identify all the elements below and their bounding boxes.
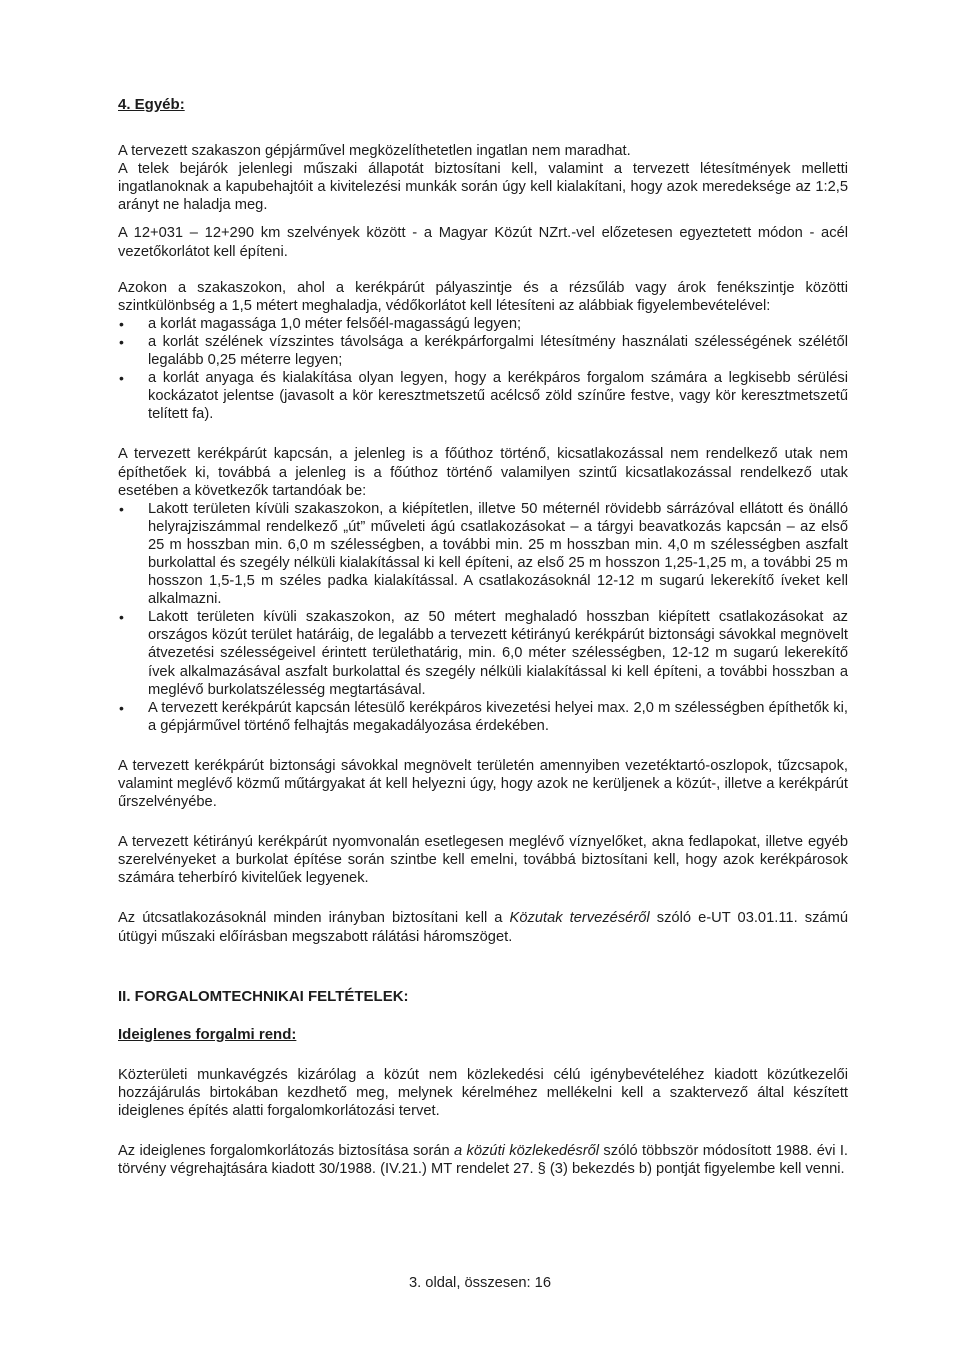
subheading-temporary-traffic: Ideiglenes forgalmi rend: — [118, 1025, 297, 1043]
list-item: • Lakott területen kívüli szakaszokon, a kiépítetlen, illetve 50 méternél rövidebb sárrázóval ellátott és önálló helyrajziszámmal rendelkező „út” műveleti ágú csatlakozásokat – a tárgyi beavatkozás kapcsán – az első 25 m hosszban min. 6,0 m szélességben, a további min. 25 m hosszban min. 4,0 m szélességben aszfalt burkolattal és szegély nélküli kialakítással ki kell építeni, az első 25 m hosszon 1,25-1,25 m, a további 25 m hosszon 1,5-1,5 m széles padka kialakítással. A csatlakozásoknál 12-12 m sugarú lekerekítő íveket kell alkalmazni. — [118, 500, 848, 609]
paragraph-access: A tervezett szakaszon gépjárművel megközelíthetetlen ingatlan nem maradhat. — [118, 143, 631, 160]
paragraph-connections-intro: A tervezett kerékpárút kapcsán, a jelenleg is a főúthoz történő, kicsatlakozással nem rendelkező utak nem építhetőek ki, továbbá a jelenleg is a főúthoz történő valamilyen szintű kicsatlakozással rendelkező utak esetében a következők tartandóak be: — [118, 446, 848, 499]
paragraph-guardrail-conditions: Azokon a szakaszokon, ahol a kerékpárút pályaszintje és a rézsűláb vagy árok fenékszintje közötti szintkülönbség a 1,5 métert meghaladja, védőkorlátot kell létesíteni az alábbiak figyelembevételével: — [118, 279, 848, 314]
page-footer: 3. oldal, összesen: 16 — [408, 1275, 552, 1291]
list-item: • A tervezett kerékpárút kapcsán létesülő kerékpáros kivezetési helyei max. 2,0 m szélességben építhetők ki, a gépjárművel történő felhajtás megakadályozása érdekében. — [118, 699, 848, 735]
list-item: • a korlát anyaga és kialakítása olyan legyen, hogy a kerékpáros forgalom számára a legkisebb sérülési kockázatot jelentse (javasolt a kör keresztmetszetű acélcső zöld színűre festve, vagy kör keresztmetszetű telített fa). — [118, 369, 848, 423]
paragraph-guardrail-section: A 12+031 – 12+290 km szelvények között - a Magyar Közút NZrt.-vel előzetesen egyeztetett módon - acél vezetőkorlátot kell építeni. — [118, 225, 848, 260]
law-title: a közúti közlekedésről — [454, 1143, 600, 1160]
paragraph-temporary-restrictions: Az ideiglenes forgalomkorlátozás biztosítása során a közúti közlekedésről szóló többször módosított 1988. évi I. törvény végrehajtására kiadott 30/1988. (IV.21.) MT rendelet 27. § (3) bekezdés b) pontját figyelembe kell venni. — [118, 1143, 848, 1178]
list-item: • a korlát szélének vízszintes távolsága a kerékpárforgalmi létesítmény használati szélességének szélétől legalább 0,25 méterre legyen; — [118, 333, 848, 369]
section-heading-traffic: II. FORGALOMTECHNIKAI FELTÉTELEK: — [118, 987, 409, 1005]
paragraph-utilities-relocation: A tervezett kerékpárút biztonsági sávokkal megnövelt területén amennyiben vezetéktartó-oszlopok, tűzcsapok, valamint meglévő közmű műtárgyakat át kell helyezni úgy, hogy azok ne kerüljenek a közút-, illetve a kerékpárút űrszelvényébe. — [118, 757, 848, 811]
paragraph-road-works-permit: Közterületi munkavégzés kizárólag a közút nem közlekedési célú igénybevételéhez kiadott közútkezelői hozzájárulás birtokában kezdhető meg, melynek kérelméhez mellékelni kell a szaktervező által készített ideiglenes építés alatti forgalomkorlátozási tervet. — [118, 1066, 848, 1120]
guardrail-requirements-list — [118, 315, 848, 424]
list-item: • Lakott területen kívüli szakaszokon, az 50 métert meghaladó hosszban kiépített csatlakozásokat az országos közút terület határáig, de legalább a tervezett kétirányú kerékpárút biztonsági sávokkal megnövelt átvezetési szélességeivel érintett területhatárig, min. 6,0 méter szélességben, 12-12 m sugarú lekerekítő ívek alkalmazásával aszfalt burkolattal és szegély nélküli kialakítással ki kell építeni, a további hosszban a meglévő burkolatszélesség megtartásával. — [118, 608, 848, 698]
connection-requirements-list — [118, 500, 848, 735]
regulation-title: Közutak tervezéséről — [509, 910, 650, 927]
paragraph-driveways: A telek bejárók jelenlegi műszaki állapotát biztosítani kell, valamint a tervezett létesítmények melletti ingatlanoknak a kapubehajtóit a kivitelezési munkák során úgy kell kialakítani, hogy azok meredeksége az 1:2,5 arányt ne haladja meg. — [118, 161, 848, 214]
section-heading-other: 4. Egyéb: — [118, 96, 185, 113]
list-item: • a korlát magassága 1,0 méter felsőél-magasságú legyen; — [118, 315, 848, 333]
paragraph-drain-covers: A tervezett kétirányú kerékpárút nyomvonalán esetlegesen meglévő víznyelőket, akna fedlapokat, illetve egyéb szerelvényeket a burkolat építése során szintbe kell emelni, továbbá biztosítani kell, hogy azok kerékpárosok számára teherbíró kivitelűek legyenek. — [118, 834, 848, 887]
paragraph-sight-triangle: Az útcsatlakozásoknál minden irányban biztosítani kell a Közutak tervezéséről szóló e-UT 03.01.11. számú útügyi műszaki előírásban megszabott rálátási háromszöget. — [118, 910, 849, 945]
